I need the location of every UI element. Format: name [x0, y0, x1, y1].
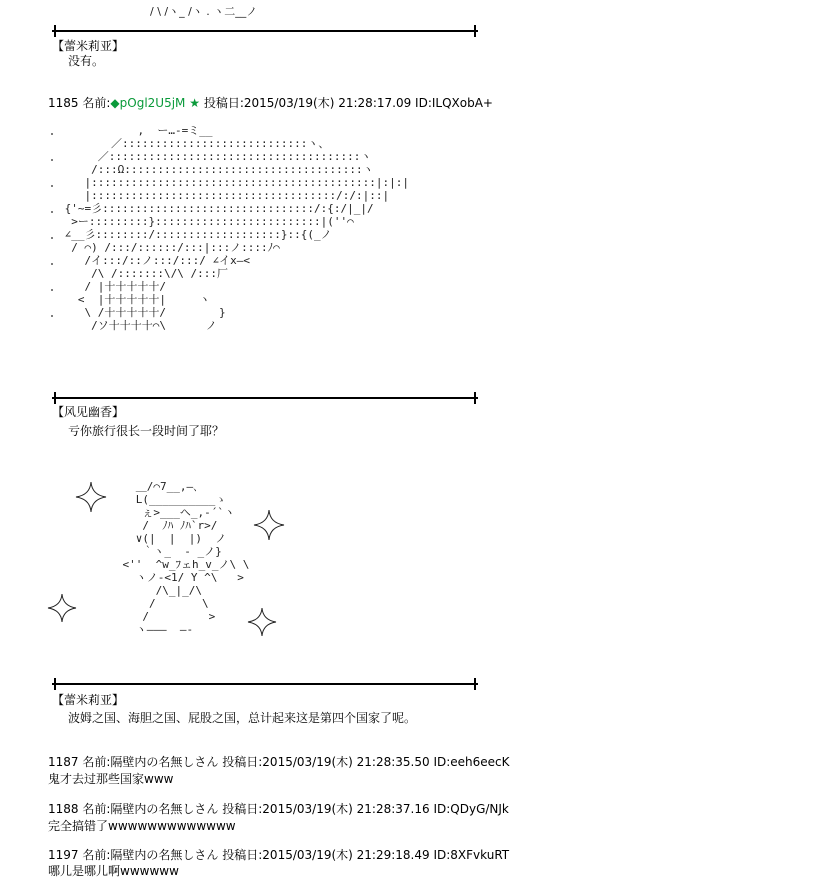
art-line: / >: [96, 610, 216, 623]
art-line: / ﾉﾊ ﾉﾊ`r>/: [96, 519, 218, 532]
reply-name: 名前:隔壁内の名無しさん: [82, 802, 219, 816]
name-label: 名前:: [82, 96, 111, 110]
art-line: \ /十十十十十/ }: [58, 306, 226, 319]
art-line: |:::::::::::::::::::::::::::::::::::::::::::|:|:|: [58, 176, 409, 189]
art-line: / \: [96, 597, 209, 610]
star-icon: ★: [189, 96, 201, 110]
art-line: ヽノ-<1/ Y ^\ >: [96, 571, 244, 584]
art-line: ぇ>___ヘ_,-´`ヽ: [96, 506, 235, 519]
art-line: ｀ヽ_ - _ノ}: [96, 545, 222, 558]
separator-rule: [48, 678, 482, 690]
speaker-label: 【风见幽香】: [52, 405, 125, 419]
trip-diamond-icon: ◆: [110, 96, 120, 110]
art-line: >ー:::::::::}:::::::::::::::::::::::::|(''⌒: [58, 215, 354, 228]
post-number: 1185: [48, 96, 79, 110]
reply-date: 投稿日:2015/03/19(木) 21:28:37.16: [222, 802, 430, 816]
speaker-label: 【蕾米莉亚】: [52, 39, 125, 53]
reply-header: [48, 848, 509, 863]
art-line: ／::::::::::::::::::::::::::::ヽ、: [58, 137, 330, 150]
art-line: ＿/⌒7__,―､: [96, 480, 199, 493]
art-line: / ⌒) /:::/::::::/:::|:::ノ::::ﾉ⌒: [58, 241, 280, 254]
header-art: / \ /ヽ_ /ヽ . ヽ二__ノ: [150, 5, 258, 18]
art-line: ヽ――― ―‐: [96, 623, 194, 636]
art-line: /\_|_/\: [96, 584, 202, 597]
reply-name: 名前:隔壁内の名無しさん: [82, 755, 219, 769]
sparkle-icon: [48, 594, 76, 622]
reply-body: 鬼才去过那些国家www: [48, 772, 174, 786]
dialogue-text: 波姆之国、海胆之国、屁股之国，总计起来这是第四个国家了呢。: [68, 711, 417, 725]
sparkle-icon: [248, 608, 276, 636]
art-line: < |十十十十十| ヽ: [58, 293, 211, 306]
post-id[interactable]: ID:ILQXobA+: [415, 96, 493, 110]
reply-id[interactable]: ID:eeh6eecK: [433, 755, 510, 769]
art-line: L(__________ゝ: [96, 493, 227, 506]
post-date: 2015/03/19(木) 21:28:17.09: [243, 96, 412, 110]
tripcode[interactable]: pOgl2U5jM: [119, 96, 186, 110]
art-line: {'~=彡::::::::::::::::::::::::::::::::/:{:/|_|/: [58, 202, 374, 215]
dialogue-text: 亏你旅行很长一段时间了耶？: [68, 424, 225, 438]
speaker-label: 【蕾米莉亚】: [52, 693, 125, 707]
art-line: |:::::::::::::::::::::::::::::::::::::/:/:|::|: [58, 189, 390, 202]
sparkle-icon: [254, 510, 284, 540]
art-line: <'' ^w_ﾌェh_v_ノ\ \: [96, 558, 250, 571]
separator-rule: [48, 392, 482, 404]
art-line: ∠__彡::::::::/:::::::::::::::::::}::{(_ノ: [58, 228, 332, 241]
reply-header: [48, 802, 509, 817]
sparkle-icon: [76, 482, 106, 512]
dialogue-text: 没有。: [68, 54, 105, 68]
ascii-art-remilia: [96, 480, 249, 636]
reply-number: 1197: [48, 848, 79, 862]
art-line: /\ /:::::::\/\ /:::厂: [58, 267, 228, 280]
separator-rule: [48, 25, 482, 37]
art-line: ∨(| | |) ノ: [96, 532, 227, 545]
ascii-art-yuuka: [58, 124, 409, 332]
art-line: , ー…-=ミ__: [58, 124, 213, 137]
art-line: /イ:::/::ノ:::/:::/ ∠イx―<: [58, 254, 250, 267]
art-line: ／::::::::::::::::::::::::::::::::::::::ヽ: [58, 150, 372, 163]
reply-body: 完全搞错了wwwwwwwwwwwww: [48, 819, 236, 833]
art-dots: [48, 128, 58, 328]
reply-number: 1188: [48, 802, 79, 816]
reply-id[interactable]: ID:8XFvkuRT: [433, 848, 510, 862]
art-line: /ソ十十十十⌒\ ノ: [58, 319, 217, 332]
reply-date: 投稿日:2015/03/19(木) 21:29:18.49: [222, 848, 430, 862]
date-label: 投稿日:: [203, 96, 244, 110]
reply-body: 哪儿是哪儿啊wwwwww: [48, 864, 179, 878]
post-header: [48, 96, 493, 111]
reply-date: 投稿日:2015/03/19(木) 21:28:35.50: [222, 755, 430, 769]
reply-header: [48, 755, 510, 770]
art-line: / |十十十十十/: [58, 280, 166, 293]
reply-name: 名前:隔壁内の名無しさん: [82, 848, 219, 862]
reply-id[interactable]: ID:QDyG/NJk: [433, 802, 509, 816]
art-line: /:::Ω::::::::::::::::::::::::::::::::::::ヽ: [58, 163, 374, 176]
reply-number: 1187: [48, 755, 79, 769]
